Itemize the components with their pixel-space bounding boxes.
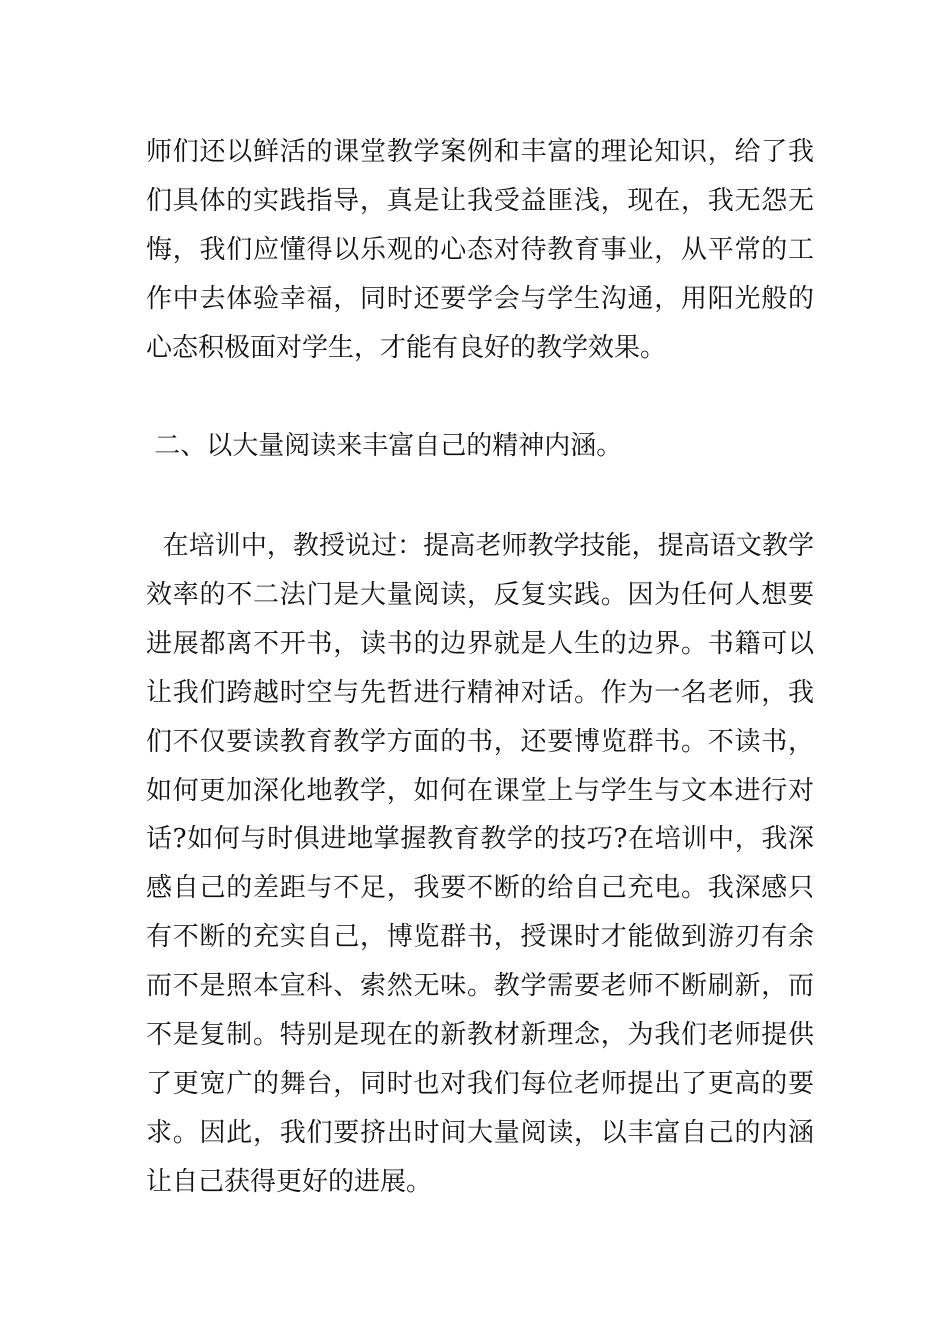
paragraph-reading: 在培训中，教授说过：提高老师教学技能，提高语文教学效率的不二法门是大量阅读，反复实践。因为任何人想要进展都离不开书，读书的边界就是人生的边界。书籍可以让我们跨越时空与先哲进行精神对话。作为一名老师，我们不仅要读教育教学方面的书，还要博览群书。不读书，如何更加深化地教学，如何在课堂上与学生与文本进行对话?如何与时俱进地掌握教育教学的技巧?在培训中，我深感自己的差距与不足，我要不断的给自己充电。我深感只有不断的充实自己，博览群书，授课时才能做到游刃有余而不是照本宣科、索然无味。教学需要老师不断刷新，而不是复制。特别是现在的新教材新理念，为我们老师提供了更宽广的舞台，同时也对我们每位老师提出了更高的要求。因此，我们要挤出时间大量阅读，以丰富自己的内涵让自己获得更好的进展。	[146, 531, 814, 1197]
paragraph-continuation: 师们还以鲜活的课堂教学案例和丰富的理论知识，给了我们具体的实践指导，真是让我受益匪浅，现在，我无怨无悔，我们应懂得以乐观的心态对待教育事业，从平常的工作中去体验幸福，同时还要学会与学生沟通，用阳光般的心态积极面对学生，才能有良好的教学效果。	[146, 137, 814, 363]
section-heading: 二、以大量阅读来丰富自己的精神内涵。	[146, 431, 623, 461]
